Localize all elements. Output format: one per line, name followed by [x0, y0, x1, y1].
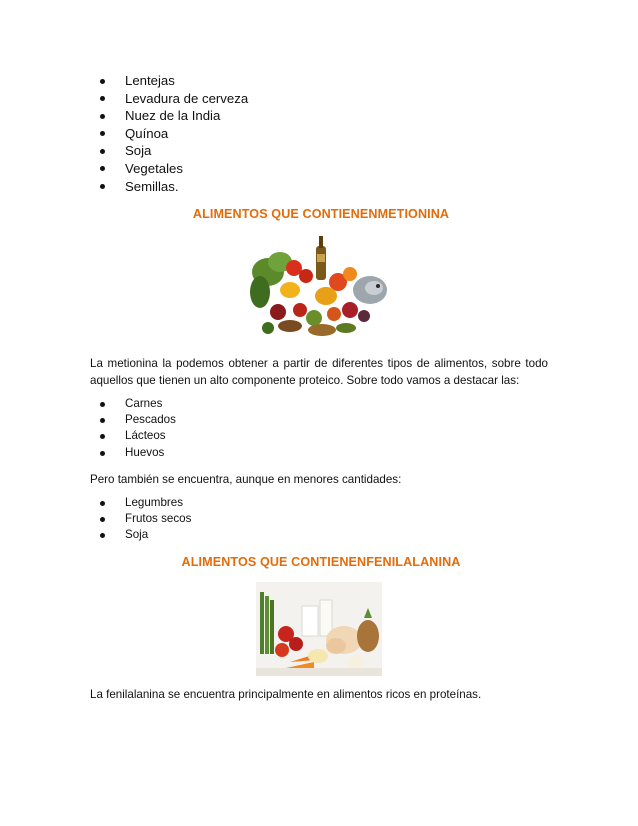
list-item-label: Pescados [125, 413, 176, 427]
list-item-label: Levadura de cerveza [125, 90, 249, 106]
list-item [95, 428, 176, 444]
section-heading-fenilalanina: ALIMENTOS QUE CONTIENENFENILALANINA [181, 555, 461, 569]
section-heading-metionina: ALIMENTOS QUE CONTIENENMETIONINA [192, 207, 450, 221]
metionina-secondary-paragraph: Pero también se encuentra, aunque en menores cantidades: [90, 473, 402, 486]
list-item [95, 396, 176, 412]
metionina-secondary-foods-list [95, 495, 191, 544]
food-photo-protein-foods [256, 582, 382, 676]
bullet-icon [100, 418, 105, 423]
list-item [95, 445, 176, 461]
list-item-label: Lácteos [125, 429, 166, 443]
food-illustration [250, 232, 388, 340]
bullet-icon [100, 517, 105, 522]
list-item [95, 72, 248, 90]
bullet-icon [100, 451, 105, 456]
bullet-icon [100, 184, 105, 189]
list-item-label: Lentejas [125, 73, 175, 88]
bullet-icon [100, 131, 105, 136]
list-item-label: Soja [125, 528, 149, 542]
list-item-label: Frutos secos [125, 512, 192, 526]
list-item [95, 178, 248, 196]
list-item [95, 160, 248, 178]
list-item [95, 495, 191, 511]
bullet-icon [100, 149, 105, 154]
list-item-label: Nuez de la India [125, 108, 221, 124]
list-item [95, 125, 248, 143]
protein-foods-list [95, 72, 248, 195]
list-item [95, 527, 191, 543]
list-item [95, 511, 191, 527]
bullet-icon [100, 79, 105, 84]
food-illustration [256, 582, 382, 676]
metionina-paragraph: La metionina la podemos obtener a partir de diferentes tipos de alimentos, sobre todo aquellos que tienen un alto componente proteico. Sobre todo vamos a destacar las: [90, 357, 548, 387]
bullet-icon [100, 501, 105, 506]
bullet-icon [100, 533, 105, 538]
bullet-icon [100, 402, 105, 407]
list-item-label: Carnes [125, 397, 163, 410]
list-item-label: Soja [125, 143, 152, 159]
bullet-icon [100, 114, 105, 119]
list-item-label: Legumbres [125, 496, 184, 509]
fenilalanina-paragraph: La fenilalanina se encuentra principalmente en alimentos ricos en proteínas. [90, 688, 482, 701]
list-item [95, 90, 248, 108]
metionina-foods-list [95, 396, 176, 461]
bullet-icon [100, 434, 105, 439]
list-item-label: Vegetales [125, 160, 183, 176]
list-item-label: Semillas. [125, 178, 179, 194]
bullet-icon [100, 96, 105, 101]
bullet-icon [100, 166, 105, 171]
list-item-label: Quínoa [125, 125, 169, 141]
list-item [95, 107, 248, 125]
list-item [95, 142, 248, 160]
food-photo-vegetables-fish [250, 232, 388, 340]
list-item [95, 412, 176, 428]
list-item-label: Huevos [125, 445, 165, 459]
